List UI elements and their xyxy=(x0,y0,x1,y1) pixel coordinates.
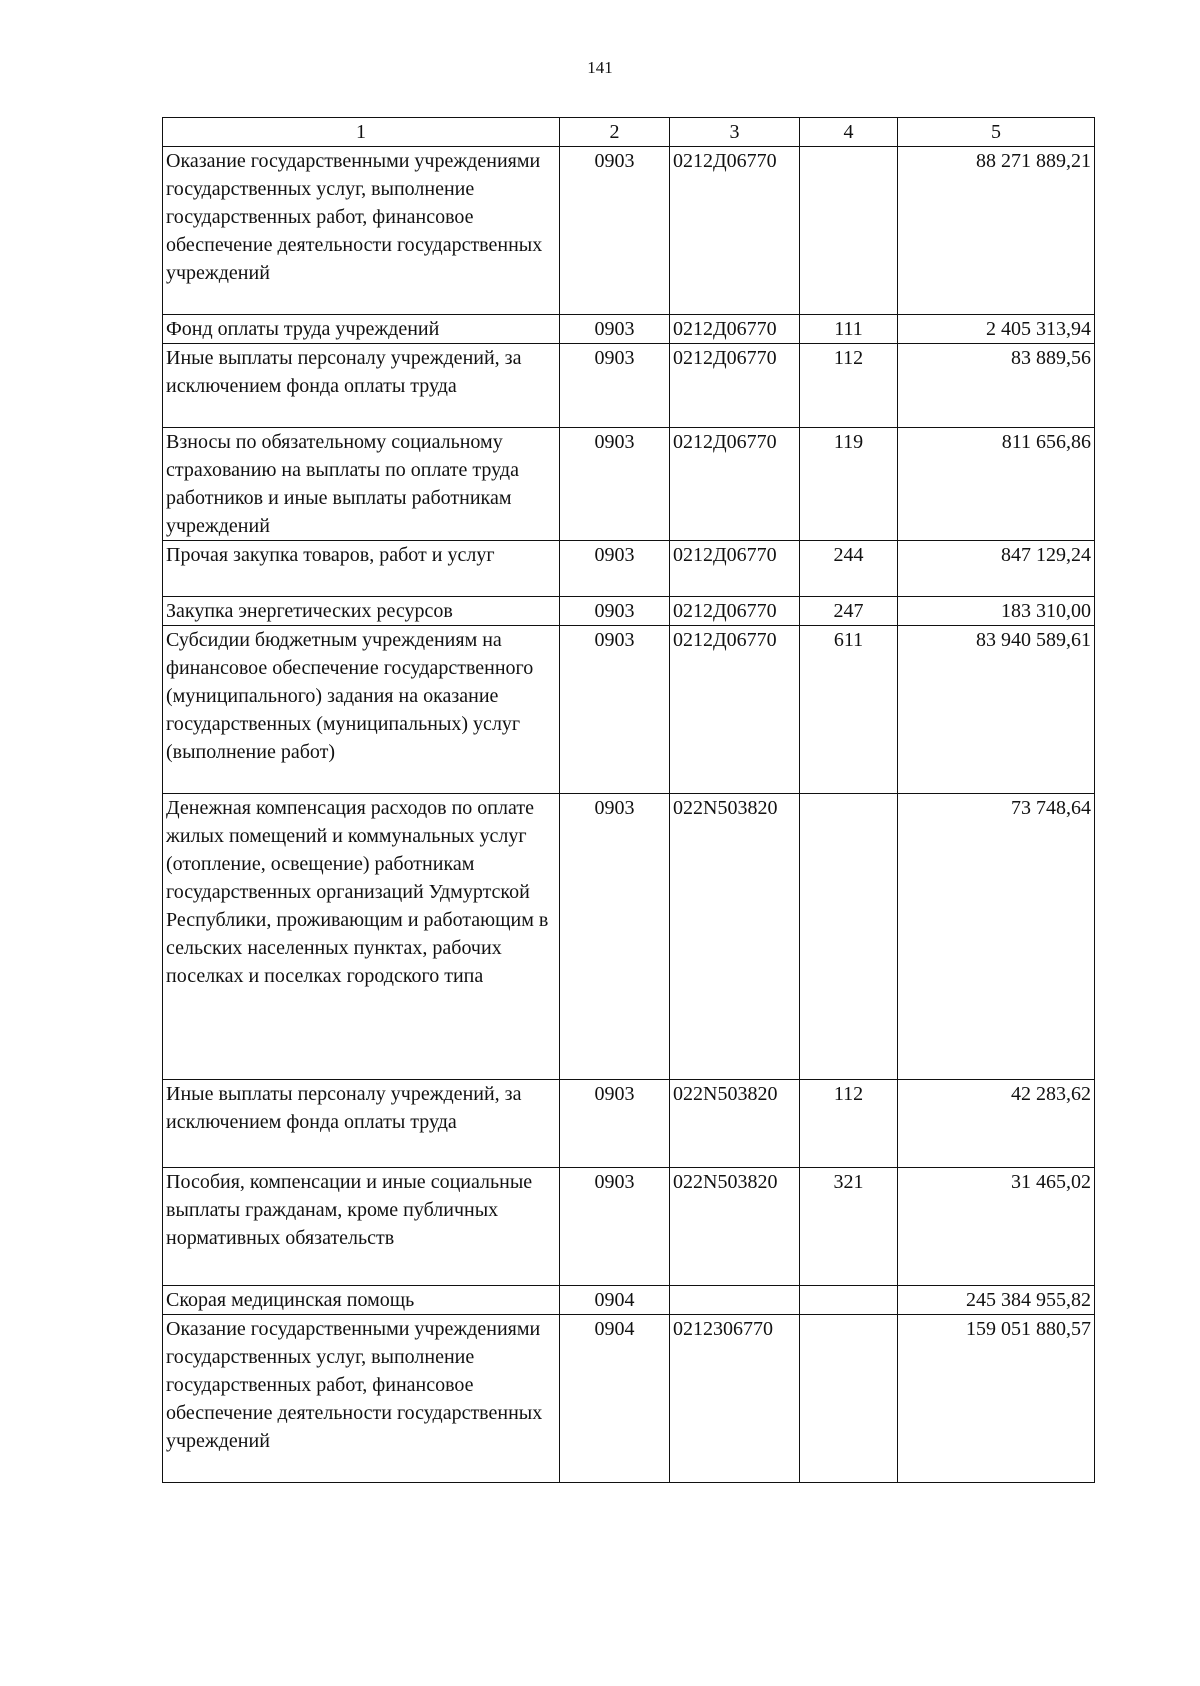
row-name: Фонд оплаты труда учреждений xyxy=(163,315,560,344)
row-type: 247 xyxy=(800,597,898,626)
row-name: Денежная компенсация расходов по оплате жилых помещений и коммунальных услуг (отопление, освещение) работникам государственных организаций Удмуртской Республики, проживающим и работающим в сельских населенных пунктах, рабочих поселках и поселках городского типа xyxy=(163,794,560,1080)
row-section: 0903 xyxy=(560,344,670,428)
row-name: Оказание государственными учреждениями государственных услуг, выполнение государственных работ, финансовое обеспечение деятельности государственных учреждений xyxy=(163,147,560,315)
table-row xyxy=(163,1168,1095,1286)
row-target: 0212Д06770 xyxy=(670,344,800,428)
row-type: 112 xyxy=(800,1080,898,1168)
row-target: 022N503820 xyxy=(670,1168,800,1286)
page-number: 141 xyxy=(587,58,613,77)
row-section: 0904 xyxy=(560,1286,670,1315)
table-row xyxy=(163,428,1095,541)
table-row xyxy=(163,794,1095,1080)
row-amount: 811 656,86 xyxy=(898,428,1095,541)
row-target: 0212Д06770 xyxy=(670,147,800,315)
table-row xyxy=(163,541,1095,597)
row-amount: 83 889,56 xyxy=(898,344,1095,428)
row-section: 0904 xyxy=(560,1315,670,1483)
row-target: 0212Д06770 xyxy=(670,428,800,541)
row-amount: 42 283,62 xyxy=(898,1080,1095,1168)
row-amount: 88 271 889,21 xyxy=(898,147,1095,315)
column-header-1: 1 xyxy=(163,118,560,147)
row-amount: 73 748,64 xyxy=(898,794,1095,1080)
row-target: 022N503820 xyxy=(670,794,800,1080)
row-target: 0212Д06770 xyxy=(670,597,800,626)
row-target: 0212Д06770 xyxy=(670,541,800,597)
row-target: 0212Д06770 xyxy=(670,626,800,794)
row-amount: 847 129,24 xyxy=(898,541,1095,597)
row-target: 0212306770 xyxy=(670,1315,800,1483)
column-header-2: 2 xyxy=(560,118,670,147)
row-section: 0903 xyxy=(560,1168,670,1286)
table-row xyxy=(163,1286,1095,1315)
table-row xyxy=(163,344,1095,428)
header-row xyxy=(163,118,1095,147)
row-section: 0903 xyxy=(560,597,670,626)
row-type: 321 xyxy=(800,1168,898,1286)
row-name: Иные выплаты персоналу учреждений, за исключением фонда оплаты труда xyxy=(163,1080,560,1168)
table-row xyxy=(163,315,1095,344)
table-body xyxy=(163,147,1095,1483)
row-section: 0903 xyxy=(560,541,670,597)
table-row xyxy=(163,1080,1095,1168)
row-name: Иные выплаты персоналу учреждений, за исключением фонда оплаты труда xyxy=(163,344,560,428)
row-amount: 83 940 589,61 xyxy=(898,626,1095,794)
table-row xyxy=(163,626,1095,794)
row-target xyxy=(670,1286,800,1315)
row-section: 0903 xyxy=(560,315,670,344)
row-amount: 2 405 313,94 xyxy=(898,315,1095,344)
row-type xyxy=(800,794,898,1080)
table-row xyxy=(163,147,1095,315)
row-type xyxy=(800,147,898,315)
row-type: 119 xyxy=(800,428,898,541)
column-header-5: 5 xyxy=(898,118,1095,147)
row-section: 0903 xyxy=(560,794,670,1080)
budget-table xyxy=(162,117,1095,1483)
row-name: Субсидии бюджетным учреждениям на финансовое обеспечение государственного (муниципального) задания на оказание государственных (муниципальных) услуг (выполнение работ) xyxy=(163,626,560,794)
row-type xyxy=(800,1286,898,1315)
row-amount: 31 465,02 xyxy=(898,1168,1095,1286)
row-section: 0903 xyxy=(560,428,670,541)
table-header xyxy=(163,118,1095,147)
row-name: Пособия, компенсации и иные социальные выплаты гражданам, кроме публичных нормативных обязательств xyxy=(163,1168,560,1286)
column-header-4: 4 xyxy=(800,118,898,147)
row-name: Прочая закупка товаров, работ и услуг xyxy=(163,541,560,597)
table-row xyxy=(163,1315,1095,1483)
row-section: 0903 xyxy=(560,147,670,315)
row-type xyxy=(800,1315,898,1483)
row-name: Взносы по обязательному социальному страхованию на выплаты по оплате труда работников и иные выплаты работникам учреждений xyxy=(163,428,560,541)
row-type: 111 xyxy=(800,315,898,344)
row-amount: 245 384 955,82 xyxy=(898,1286,1095,1315)
row-type: 244 xyxy=(800,541,898,597)
row-target: 022N503820 xyxy=(670,1080,800,1168)
row-name: Закупка энергетических ресурсов xyxy=(163,597,560,626)
row-amount: 183 310,00 xyxy=(898,597,1095,626)
row-name: Оказание государственными учреждениями государственных услуг, выполнение государственных работ, финансовое обеспечение деятельности государственных учреждений xyxy=(163,1315,560,1483)
table-row xyxy=(163,597,1095,626)
row-amount: 159 051 880,57 xyxy=(898,1315,1095,1483)
row-target: 0212Д06770 xyxy=(670,315,800,344)
column-header-3: 3 xyxy=(670,118,800,147)
row-section: 0903 xyxy=(560,626,670,794)
row-name: Скорая медицинская помощь xyxy=(163,1286,560,1315)
row-type: 112 xyxy=(800,344,898,428)
row-type: 611 xyxy=(800,626,898,794)
row-section: 0903 xyxy=(560,1080,670,1168)
